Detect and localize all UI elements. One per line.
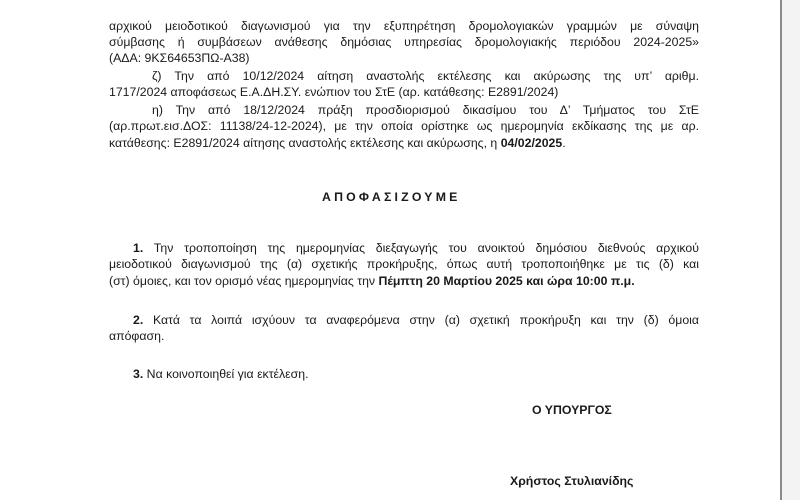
item-z-line-1: ζ) Την από 10/12/2024 αίτηση αναστολής εκτέλεσης και ακύρωσης της υπ’ αριθμ.: [152, 69, 699, 83]
item-h-line-2: (αρ.πρωτ.εισ.ΔΟΣ: 11138/24-12-2024), με την οποία ορίστηκε ως ημερομηνία εκδίκασης της με αρ.: [109, 119, 699, 133]
decision-3-text: Να κοινοποιηθεί για εκτέλεση.: [143, 367, 309, 381]
decision-2-line-1: [133, 312, 699, 328]
decision-2-text: Κατά τα λοιπά ισχύουν τα αναφερόμενα στην (α) σχετική προκήρυξη και την (δ) όμοια: [143, 313, 699, 327]
decision-heading: ΑΠΟΦΑΣΙΖΟΥΜΕ: [322, 190, 461, 204]
signature-title: Ο ΥΠΟΥΡΓΟΣ: [532, 403, 612, 417]
item-h-line-3-end: .: [562, 136, 566, 150]
viewer-background: [782, 0, 800, 500]
preamble-line-2: σύμβασης ή συμβάσεων ανάθεσης δημόσιας υπηρεσίας δρομολογιακής περιόδου 2024-2025»: [109, 35, 699, 49]
signature-name: Χρήστος Στυλιανίδης: [510, 474, 634, 488]
new-tender-date: Πέμπτη 20 Μαρτίου 2025 και ώρα 10:00 π.μ.: [378, 274, 635, 288]
decision-2-line-2: απόφαση.: [109, 329, 165, 343]
decision-1-text: Την τροποποίηση της ημερομηνίας διεξαγωγής του ανοικτού δημόσιου διεθνούς αρχικού: [143, 241, 699, 255]
decision-2-number: 2.: [133, 313, 144, 327]
item-h-line-3-text: κατάθεσης: Ε2891/2024 αίτησης αναστολής εκτέλεσης και ακύρωσης, η: [109, 136, 501, 150]
item-z-line-2: 1717/2024 αποφάσεως Ε.Α.ΔΗ.ΣΥ. ενώπιον του ΣτΕ (αρ. κατάθεσης: Ε2891/2024): [109, 85, 559, 99]
item-h-line-1: η) Την από 18/12/2024 πράξη προσδιορισμού δικασίμου του Δ’ Τμήματος του ΣτΕ: [152, 103, 699, 117]
decision-1-line-3-text: (στ) όμοιες, και τον ορισμό νέας ημερομηνίας την: [109, 274, 379, 288]
item-h-line-3: [109, 135, 566, 151]
hearing-date: 04/02/2025: [500, 136, 563, 150]
decision-1-line-1: [133, 240, 699, 256]
decision-1-number: 1.: [133, 241, 144, 255]
decision-1-line-3: [109, 273, 635, 289]
preamble-line-3: (ΑΔΑ: 9ΚΣ64653ΠΩ-Α38): [109, 51, 250, 65]
decision-3-number: 3.: [133, 367, 144, 381]
decision-3-line-1: [133, 366, 309, 382]
decision-1-line-2: μειοδοτικού διαγωνισμού της (α) σχετικής προκήρυξης, όπως αυτή τροποποιήθηκε με τις (δ) και: [109, 257, 699, 271]
preamble-line-1: αρχικού μειοδοτικού διαγωνισμού για την εξυπηρέτηση δρομολογιακών γραμμών με σύναψη: [109, 19, 699, 33]
